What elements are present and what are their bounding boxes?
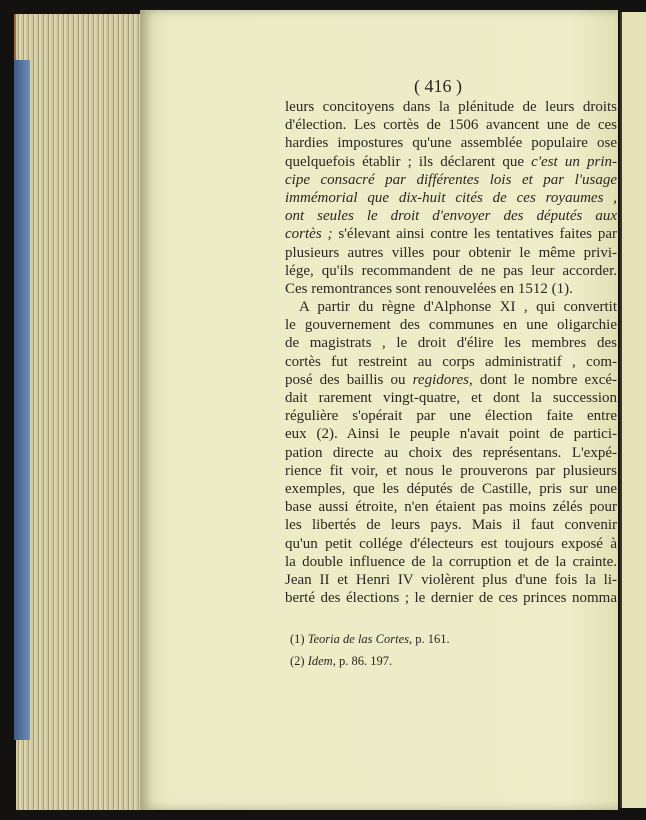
italic-text: cortès ; [285,226,333,243]
text-line [285,116,617,134]
text-line [285,371,617,389]
text-line [285,571,617,589]
text-segment: rience fit voir, et nous le prouverons par plusieurs [285,462,617,479]
text-line [285,353,617,371]
italic-text: Idem [307,654,333,668]
text-segment: hardies impostures qu'une assemblée populaire ose [285,135,617,152]
body-text [285,98,617,607]
text-segment: berté des élections ; le dernier de ces princes nomma [285,590,617,607]
text-line [285,444,617,462]
text-segment: d'élection. Les cortès de 1506 avancent une de ces [285,117,617,134]
text-segment: , p. 161. [409,632,450,646]
text-segment: base aussi étroite, n'en étaient pas moins zélés pour [285,499,617,516]
text-line [285,498,617,516]
text-segment: le gouvernement des communes en une oligarchie [285,317,617,334]
text-line [285,244,617,262]
book-fore-edge [16,14,144,810]
text-line [285,589,617,607]
footnotes [290,628,450,672]
text-segment: , dont le nombre excé- [469,371,618,388]
text-line [285,334,617,352]
text-segment: exemples, que les députés de Castille, pris sur une [285,480,617,497]
text-segment: eux (2). Ainsi le peuple n'avait point de partici- [285,426,617,443]
text-segment: leurs concitoyens dans la plénitude de leurs droits [285,99,617,115]
text-segment: les libertés de leurs pays. Mais il faut convenir [285,517,617,534]
text-segment: lége, qu'ils recommandent de ne pas leur accorder. [285,262,617,279]
text-line [285,280,617,298]
text-line [285,171,617,189]
text-line [285,516,617,534]
text-segment: (1) [290,632,308,646]
text-segment: , p. 86. 197. [332,654,393,668]
text-segment: Jean II et Henri IV violèrent plus d'une fois la li- [285,571,617,588]
text-line [285,98,617,116]
page-number: ( 416 ) [414,76,462,96]
text-line [285,262,617,280]
text-segment: régulière s'opérait par une élection faite entre [285,408,617,425]
italic-text: ont seules le droit d'envoyer des députés aux [285,208,617,225]
text-segment: plusieurs autres villes pour obtenir le même privi- [285,244,617,261]
text-line [285,207,617,225]
italic-text: immémorial que dix-huit cités de ces royaumes , [285,189,617,206]
text-line [285,535,617,553]
text-segment: Ces remontrances sont renouvelées en 1512 (1). [285,280,573,297]
footnote [290,650,450,672]
italic-text: c'est un prin- [531,153,618,170]
text-segment: quelquefois établir ; ils déclarent que [285,153,532,170]
text-line [285,462,617,480]
text-segment: qu'un petit collége d'électeurs est toujours exposé à [285,535,617,552]
text-segment: de magistrats , le droit d'élire les membres des [285,335,617,352]
italic-text: Teoria de las Cortes [307,632,409,646]
text-line [285,298,617,316]
text-line [285,553,617,571]
footnote [290,628,450,650]
italic-text: regidores [412,371,470,388]
facing-page-edge [620,12,646,808]
italic-text: cipe consacré par différentes lois et par l'usage [285,171,617,188]
text-segment: la double influence de la corruption et de la crainte. [285,553,617,570]
text-line [285,153,617,171]
text-line [285,425,617,443]
text-line [285,134,617,152]
text-line [285,316,617,334]
text-line [285,389,617,407]
text-segment: dait rarement vingt-quatre, et dont la succession [285,390,617,406]
text-segment: pation directe au choix des représentans. L'expé- [285,444,617,461]
text-line [285,407,617,425]
text-line [285,225,617,243]
text-segment: s'élevant ainsi contre les tentatives faites par [332,226,618,243]
text-segment: cortès fut restreint au corps administratif , com- [285,353,617,370]
text-line [285,480,617,498]
text-segment: (2) [290,654,308,668]
text-segment: A partir du règne d'Alphonse XI , qui convertit [299,299,617,316]
text-segment: posé des baillis ou [285,371,413,388]
book-cover-edge [14,60,30,740]
text-line [285,189,617,207]
